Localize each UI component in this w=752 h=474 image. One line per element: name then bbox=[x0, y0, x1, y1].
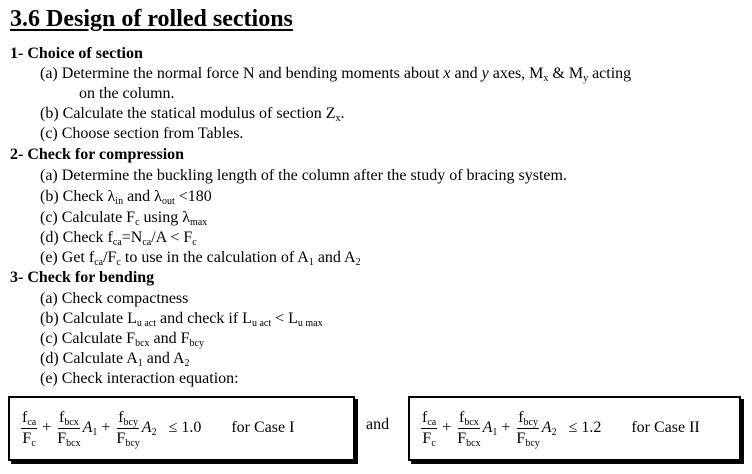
list-item: (d) Check $f_{ca}=N_{ca}/A < F_c$ bbox=[40, 229, 197, 248]
list-item: (a) Check compactness bbox=[40, 290, 189, 307]
list-item: (a) Determine the buckling length of the column after the study of bracing system. bbox=[40, 167, 567, 184]
fraction: $\frac{f_{bcy}}{F_{bcy}}$ bbox=[116, 408, 140, 449]
list-item: (b) Check $\lambda_{in}$ and $\lambda_{out} <180$ bbox=[40, 188, 212, 207]
list-item: (e) Check interaction equation: bbox=[40, 370, 239, 387]
case-label: for Case I bbox=[231, 419, 295, 436]
list-item: (c) Calculate $F_{bcx}$ and $F_{bcy}$ bbox=[40, 330, 204, 349]
fraction: $\frac{f_{ca}}{F_c}$ bbox=[422, 408, 437, 449]
section-heading-bending: 3- Check for bending bbox=[10, 269, 155, 286]
and-connector: and bbox=[366, 416, 390, 433]
list-item: (c) Calculate $F_c$ using $\lambda_{max}$ bbox=[40, 209, 208, 228]
limit-value: ≤ 1.0 bbox=[168, 419, 202, 436]
fraction: $\frac{f_{bcy}}{F_{bcy}}$ bbox=[516, 408, 540, 449]
list-item: (e) Get $f_{ca}/F_c$ to use in the calculation of $A_1$ and $A_2$ bbox=[40, 249, 361, 268]
section-heading-choice: 1- Choice of section bbox=[10, 45, 143, 62]
page-title: 3.6 Design of rolled sections bbox=[10, 6, 293, 32]
case-label: for Case II bbox=[631, 419, 700, 436]
fraction: $\frac{f_{bcx}}{F_{bcx}}$ bbox=[57, 408, 81, 449]
list-item: (a) Determine the normal force N and bending moments about x and y axes, $M_x$ & $M_y$ acting bbox=[40, 65, 632, 84]
fraction: $\frac{f_{bcx}}{F_{bcx}}$ bbox=[457, 408, 481, 449]
interaction-equation-case-1: $\frac{f_{ca}}{F_c}$ + $\frac{f_{bcx}}{F_{bcx}}$ $A_1$ + $\frac{f_{bcy}}{F_{bcy}}$ $A_2$ ≤ 1.0 for Case I bbox=[8, 396, 355, 461]
interaction-equation-case-2: $\frac{f_{ca}}{F_c}$ + $\frac{f_{bcx}}{F_{bcx}}$ $A_1$ + $\frac{f_{bcy}}{F_{bcy}}$ $A_2$ ≤ 1.2 for Case II bbox=[408, 396, 741, 461]
limit-value: ≤ 1.2 bbox=[568, 419, 602, 436]
list-item: (c) Choose section from Tables. bbox=[40, 125, 244, 142]
section-heading-compression: 2- Check for compression bbox=[10, 146, 185, 163]
list-item: (b) Calculate the statical modulus of section $Z_x$. bbox=[40, 105, 345, 124]
list-item: (b) Calculate $L_{u act}$ and check if $L_{u act} < L_{u max}$ bbox=[40, 310, 323, 329]
list-item: (d) Calculate $A_1$ and $A_2$ bbox=[40, 350, 190, 369]
fraction: $\frac{f_{ca}}{F_c}$ bbox=[22, 408, 37, 449]
list-item-continuation: on the column. bbox=[79, 85, 175, 102]
